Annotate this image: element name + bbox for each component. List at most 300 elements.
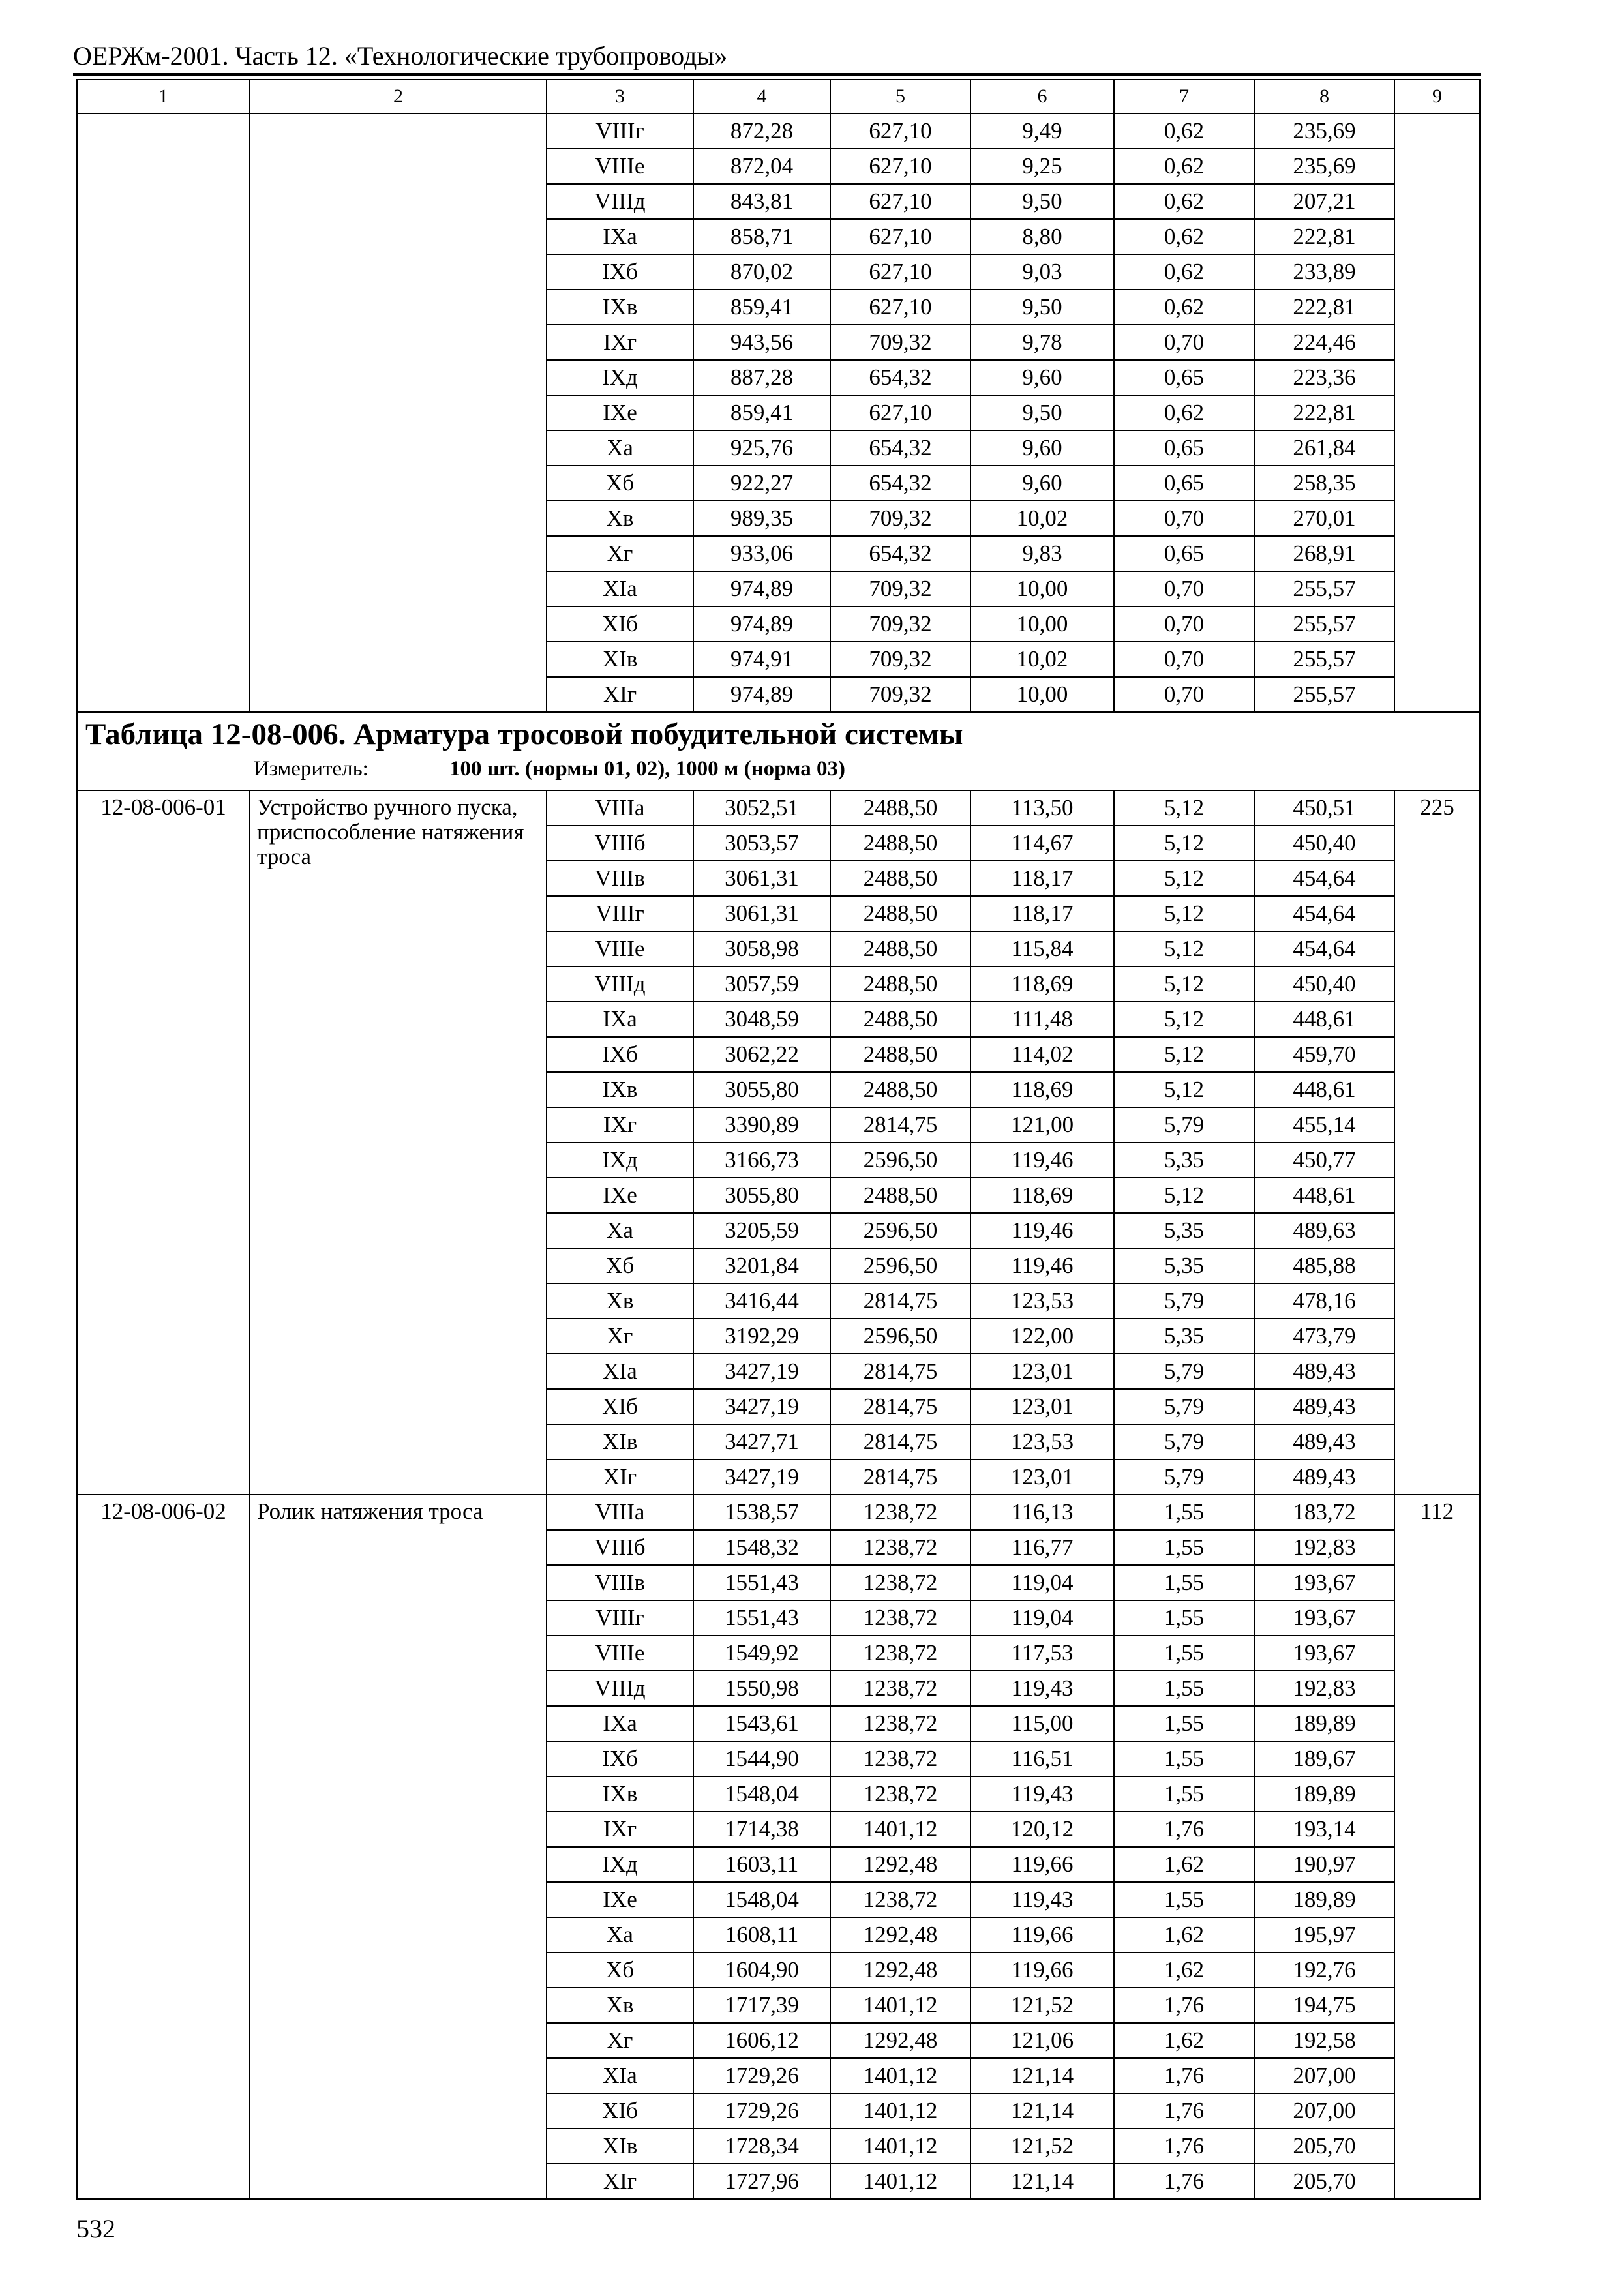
- table-cell: 270,01: [1254, 501, 1394, 536]
- table-cell: 989,35: [693, 501, 830, 536]
- table-cell: 709,32: [830, 325, 970, 360]
- rates-table-body: [77, 80, 1480, 2199]
- table-cell: 222,81: [1254, 219, 1394, 254]
- table-cell: 448,61: [1254, 1178, 1394, 1213]
- table-cell: 1729,26: [693, 2058, 830, 2093]
- table-cell: 255,57: [1254, 642, 1394, 677]
- table-cell: 5,79: [1114, 1459, 1254, 1495]
- table-cell: VIIIд: [547, 184, 693, 219]
- table-cell: 9,03: [970, 254, 1114, 290]
- table-cell: Xв: [547, 501, 693, 536]
- table-cell: VIIIб: [547, 826, 693, 861]
- table-cell: 627,10: [830, 395, 970, 430]
- table-cell: VIIIe: [547, 1636, 693, 1671]
- table-cell: 5,79: [1114, 1389, 1254, 1424]
- table-cell: 627,10: [830, 113, 970, 149]
- table-cell: 258,35: [1254, 466, 1394, 501]
- table-cell: 1401,12: [830, 2129, 970, 2164]
- col9-value: 112: [1394, 1495, 1480, 2199]
- table-cell: 119,04: [970, 1600, 1114, 1636]
- table-cell: 2814,75: [830, 1283, 970, 1319]
- table-cell: 1,55: [1114, 1636, 1254, 1671]
- table-cell: 2488,50: [830, 861, 970, 896]
- table-cell: 117,53: [970, 1636, 1114, 1671]
- table-cell: 1292,48: [830, 1917, 970, 1952]
- table-cell: 1538,57: [693, 1495, 830, 1530]
- table-cell: 1401,12: [830, 2164, 970, 2199]
- table-cell: IXд: [547, 1143, 693, 1178]
- table-cell: 1,76: [1114, 2058, 1254, 2093]
- table-cell: 119,43: [970, 1776, 1114, 1812]
- table-cell: 2596,50: [830, 1213, 970, 1248]
- table-cell: 255,57: [1254, 677, 1394, 712]
- table-cell: 5,12: [1114, 861, 1254, 896]
- table-cell: 454,64: [1254, 896, 1394, 931]
- table-cell: 192,58: [1254, 2023, 1394, 2058]
- table-cell: 478,16: [1254, 1283, 1394, 1319]
- table-cell: 0,65: [1114, 466, 1254, 501]
- table-cell: 1548,04: [693, 1882, 830, 1917]
- table-cell: 119,04: [970, 1565, 1114, 1600]
- table-cell: 709,32: [830, 571, 970, 606]
- table-cell: 3061,31: [693, 861, 830, 896]
- table-cell: VIIIa: [547, 1495, 693, 1530]
- table-cell: 207,00: [1254, 2093, 1394, 2129]
- table-cell: Xг: [547, 1319, 693, 1354]
- table-cell: 115,00: [970, 1706, 1114, 1741]
- table-cell: 0,65: [1114, 536, 1254, 571]
- table-title: Таблица 12-08-006. Арматура тросовой побудительной системы: [85, 717, 963, 751]
- table-cell: 0,70: [1114, 571, 1254, 606]
- table-cell: 3427,19: [693, 1354, 830, 1389]
- table-cell: 5,12: [1114, 790, 1254, 826]
- table-cell: 1551,43: [693, 1600, 830, 1636]
- table-cell: 2814,75: [830, 1389, 970, 1424]
- table-cell: 3390,89: [693, 1107, 830, 1143]
- table-cell: 5,35: [1114, 1319, 1254, 1354]
- table-cell: Xa: [547, 430, 693, 466]
- table-cell: IXa: [547, 1706, 693, 1741]
- norm-code: [77, 113, 250, 712]
- table-cell: 5,12: [1114, 896, 1254, 931]
- table-cell: 1238,72: [830, 1636, 970, 1671]
- table-cell: 1,62: [1114, 1952, 1254, 1988]
- table-cell: IXд: [547, 1847, 693, 1882]
- table-cell: 654,32: [830, 430, 970, 466]
- table-cell: 654,32: [830, 360, 970, 395]
- table-cell: 119,43: [970, 1882, 1114, 1917]
- table-cell: 448,61: [1254, 1002, 1394, 1037]
- table-cell: 1543,61: [693, 1706, 830, 1741]
- table-cell: 123,01: [970, 1354, 1114, 1389]
- table-cell: 9,78: [970, 325, 1114, 360]
- table-cell: 627,10: [830, 290, 970, 325]
- table-cell: 2488,50: [830, 931, 970, 966]
- table-cell: 113,50: [970, 790, 1114, 826]
- table-cell: 974,91: [693, 642, 830, 677]
- table-cell: 2596,50: [830, 1248, 970, 1283]
- table-cell: VIIIб: [547, 1530, 693, 1565]
- table-cell: 3427,19: [693, 1459, 830, 1495]
- table-cell: 1728,34: [693, 2129, 830, 2164]
- table-cell: 1238,72: [830, 1776, 970, 1812]
- table-cell: 1606,12: [693, 2023, 830, 2058]
- table-cell: 1729,26: [693, 2093, 830, 2129]
- table-cell: 2488,50: [830, 790, 970, 826]
- table-cell: 9,25: [970, 149, 1114, 184]
- table-cell: 255,57: [1254, 571, 1394, 606]
- table-cell: 2814,75: [830, 1424, 970, 1459]
- table-cell: 1714,38: [693, 1812, 830, 1847]
- table-cell: 111,48: [970, 1002, 1114, 1037]
- norm-code: 12-08-006-02: [77, 1495, 250, 2199]
- table-cell: 3201,84: [693, 1248, 830, 1283]
- table-cell: 9,60: [970, 360, 1114, 395]
- table-cell: 2596,50: [830, 1319, 970, 1354]
- table-cell: 654,32: [830, 536, 970, 571]
- table-cell: 261,84: [1254, 430, 1394, 466]
- table-cell: 454,64: [1254, 931, 1394, 966]
- table-cell: XIв: [547, 642, 693, 677]
- table-cell: 448,61: [1254, 1072, 1394, 1107]
- table-cell: 5,12: [1114, 931, 1254, 966]
- table-cell: 3416,44: [693, 1283, 830, 1319]
- table-cell: 1550,98: [693, 1671, 830, 1706]
- column-number: 1: [77, 80, 250, 113]
- table-cell: 0,70: [1114, 606, 1254, 642]
- table-cell: 118,69: [970, 1178, 1114, 1213]
- table-cell: IXe: [547, 395, 693, 430]
- column-number: 4: [693, 80, 830, 113]
- table-cell: 870,02: [693, 254, 830, 290]
- table-cell: 872,28: [693, 113, 830, 149]
- table-cell: 1548,32: [693, 1530, 830, 1565]
- table-cell: 116,13: [970, 1495, 1114, 1530]
- table-cell: 1401,12: [830, 2093, 970, 2129]
- table-cell: 121,14: [970, 2058, 1114, 2093]
- table-cell: 193,67: [1254, 1600, 1394, 1636]
- table-row: [77, 1495, 1480, 1530]
- col9-value: 225: [1394, 790, 1480, 1495]
- table-cell: 5,35: [1114, 1248, 1254, 1283]
- table-cell: 3055,80: [693, 1072, 830, 1107]
- header-rule: [73, 73, 1481, 76]
- table-cell: 1,55: [1114, 1671, 1254, 1706]
- table-cell: 1401,12: [830, 1988, 970, 2023]
- table-cell: 224,46: [1254, 325, 1394, 360]
- table-cell: 120,12: [970, 1812, 1114, 1847]
- table-cell: 627,10: [830, 149, 970, 184]
- table-cell: 1,55: [1114, 1741, 1254, 1776]
- table-cell: 9,50: [970, 290, 1114, 325]
- table-cell: 859,41: [693, 290, 830, 325]
- table-cell: 1,76: [1114, 1988, 1254, 2023]
- table-title-cell: [77, 712, 1480, 790]
- table-cell: 450,77: [1254, 1143, 1394, 1178]
- table-cell: 222,81: [1254, 290, 1394, 325]
- table-cell: 118,17: [970, 861, 1114, 896]
- table-cell: 0,70: [1114, 325, 1254, 360]
- table-cell: IXe: [547, 1882, 693, 1917]
- table-cell: VIIIa: [547, 790, 693, 826]
- table-cell: 974,89: [693, 571, 830, 606]
- table-cell: 3053,57: [693, 826, 830, 861]
- table-cell: 1,76: [1114, 2164, 1254, 2199]
- table-cell: 3427,71: [693, 1424, 830, 1459]
- table-cell: 872,04: [693, 149, 830, 184]
- table-cell: 5,12: [1114, 1037, 1254, 1072]
- table-cell: 119,66: [970, 1917, 1114, 1952]
- table-cell: XIг: [547, 2164, 693, 2199]
- table-cell: Xб: [547, 1952, 693, 1988]
- measure-line: [85, 753, 1479, 785]
- table-cell: 1238,72: [830, 1706, 970, 1741]
- table-cell: 190,97: [1254, 1847, 1394, 1882]
- table-cell: 1551,43: [693, 1565, 830, 1600]
- table-cell: 2488,50: [830, 966, 970, 1002]
- table-cell: 1401,12: [830, 2058, 970, 2093]
- col9-value: [1394, 113, 1480, 712]
- table-cell: 627,10: [830, 219, 970, 254]
- table-cell: 450,40: [1254, 966, 1394, 1002]
- table-cell: Xв: [547, 1283, 693, 1319]
- table-cell: 0,62: [1114, 184, 1254, 219]
- table-cell: 118,69: [970, 1072, 1114, 1107]
- table-cell: 1292,48: [830, 1952, 970, 1988]
- table-cell: 1,62: [1114, 2023, 1254, 2058]
- table-cell: 489,63: [1254, 1213, 1394, 1248]
- table-cell: IXб: [547, 1037, 693, 1072]
- table-cell: 1238,72: [830, 1565, 970, 1600]
- table-cell: 1603,11: [693, 1847, 830, 1882]
- table-cell: 1,76: [1114, 2093, 1254, 2129]
- table-title-row: [77, 712, 1480, 790]
- table-cell: 974,89: [693, 606, 830, 642]
- table-cell: 1,55: [1114, 1530, 1254, 1565]
- table-cell: 0,65: [1114, 360, 1254, 395]
- table-cell: Xг: [547, 2023, 693, 2058]
- table-cell: 1,55: [1114, 1882, 1254, 1917]
- table-cell: 3061,31: [693, 896, 830, 931]
- table-cell: XIб: [547, 606, 693, 642]
- table-cell: 1238,72: [830, 1882, 970, 1917]
- table-cell: Xг: [547, 536, 693, 571]
- table-cell: IXг: [547, 1107, 693, 1143]
- table-cell: 235,69: [1254, 149, 1394, 184]
- table-cell: 121,14: [970, 2093, 1114, 2129]
- table-cell: 122,00: [970, 1319, 1114, 1354]
- table-cell: 121,14: [970, 2164, 1114, 2199]
- table-cell: Xб: [547, 1248, 693, 1283]
- column-number: 3: [547, 80, 693, 113]
- table-cell: VIIIe: [547, 931, 693, 966]
- table-cell: XIг: [547, 1459, 693, 1495]
- table-cell: 121,52: [970, 1988, 1114, 2023]
- table-cell: 1238,72: [830, 1741, 970, 1776]
- table-cell: 454,64: [1254, 861, 1394, 896]
- table-cell: 121,52: [970, 2129, 1114, 2164]
- table-cell: 1604,90: [693, 1952, 830, 1988]
- table-cell: 0,62: [1114, 113, 1254, 149]
- table-cell: 119,46: [970, 1213, 1114, 1248]
- table-cell: 118,17: [970, 896, 1114, 931]
- table-cell: 5,79: [1114, 1107, 1254, 1143]
- table-cell: 119,66: [970, 1847, 1114, 1882]
- table-cell: 9,83: [970, 536, 1114, 571]
- table-cell: 193,14: [1254, 1812, 1394, 1847]
- table-cell: 189,89: [1254, 1776, 1394, 1812]
- table-cell: 189,89: [1254, 1882, 1394, 1917]
- table-cell: 2488,50: [830, 826, 970, 861]
- table-cell: 1238,72: [830, 1530, 970, 1565]
- table-cell: 1,55: [1114, 1565, 1254, 1600]
- table-cell: 450,51: [1254, 790, 1394, 826]
- table-cell: 887,28: [693, 360, 830, 395]
- table-cell: IXa: [547, 219, 693, 254]
- table-cell: 858,71: [693, 219, 830, 254]
- table-cell: 116,51: [970, 1741, 1114, 1776]
- table-cell: 2814,75: [830, 1107, 970, 1143]
- table-cell: 193,67: [1254, 1565, 1394, 1600]
- table-cell: 1292,48: [830, 2023, 970, 2058]
- table-cell: 5,12: [1114, 966, 1254, 1002]
- table-cell: IXв: [547, 290, 693, 325]
- table-cell: XIa: [547, 571, 693, 606]
- table-cell: 235,69: [1254, 113, 1394, 149]
- work-name: Устройство ручного пуска, приспособление натяжения троса: [250, 790, 547, 1495]
- table-cell: 223,36: [1254, 360, 1394, 395]
- table-cell: 123,53: [970, 1424, 1114, 1459]
- table-cell: 9,60: [970, 430, 1114, 466]
- table-cell: Xв: [547, 1988, 693, 2023]
- table-cell: 933,06: [693, 536, 830, 571]
- table-cell: 1238,72: [830, 1495, 970, 1530]
- rates-table: [76, 79, 1481, 2200]
- work-name: [250, 113, 547, 712]
- table-cell: 489,43: [1254, 1424, 1394, 1459]
- table-cell: 183,72: [1254, 1495, 1394, 1530]
- table-cell: 1,55: [1114, 1706, 1254, 1741]
- column-number: 7: [1114, 80, 1254, 113]
- table-cell: 193,67: [1254, 1636, 1394, 1671]
- table-cell: 627,10: [830, 254, 970, 290]
- page-header: ОЕРЖм-2001. Часть 12. «Технологические трубопроводы»: [73, 41, 728, 70]
- table-cell: 207,00: [1254, 2058, 1394, 2093]
- table-cell: 943,56: [693, 325, 830, 360]
- table-cell: XIв: [547, 2129, 693, 2164]
- table-cell: 3166,73: [693, 1143, 830, 1178]
- table-cell: 1717,39: [693, 1988, 830, 2023]
- table-cell: 709,32: [830, 642, 970, 677]
- table-cell: 268,91: [1254, 536, 1394, 571]
- table-cell: IXг: [547, 325, 693, 360]
- norm-code: 12-08-006-01: [77, 790, 250, 1495]
- table-cell: 654,32: [830, 466, 970, 501]
- table-cell: 255,57: [1254, 606, 1394, 642]
- table-cell: 0,70: [1114, 642, 1254, 677]
- table-cell: 489,43: [1254, 1354, 1394, 1389]
- table-cell: 5,35: [1114, 1213, 1254, 1248]
- table-cell: 1,55: [1114, 1600, 1254, 1636]
- table-cell: 10,00: [970, 677, 1114, 712]
- table-cell: 123,01: [970, 1389, 1114, 1424]
- table-cell: 114,67: [970, 826, 1114, 861]
- table-cell: 9,60: [970, 466, 1114, 501]
- table-cell: 2488,50: [830, 1178, 970, 1213]
- table-cell: 119,43: [970, 1671, 1114, 1706]
- table-cell: 1549,92: [693, 1636, 830, 1671]
- column-number: 2: [250, 80, 547, 113]
- table-cell: 3192,29: [693, 1319, 830, 1354]
- table-cell: 195,97: [1254, 1917, 1394, 1952]
- table-cell: 5,12: [1114, 1178, 1254, 1213]
- table-cell: Xa: [547, 1213, 693, 1248]
- table-cell: 194,75: [1254, 1988, 1394, 2023]
- table-cell: VIIIв: [547, 861, 693, 896]
- table-cell: 189,89: [1254, 1706, 1394, 1741]
- measure-label: Измеритель:: [254, 757, 368, 781]
- table-cell: 10,02: [970, 642, 1114, 677]
- table-cell: 3055,80: [693, 1178, 830, 1213]
- table-cell: 205,70: [1254, 2129, 1394, 2164]
- table-cell: 0,70: [1114, 677, 1254, 712]
- table-row: [77, 113, 1480, 149]
- table-cell: 2488,50: [830, 1002, 970, 1037]
- table-cell: 455,14: [1254, 1107, 1394, 1143]
- column-number: 8: [1254, 80, 1394, 113]
- table-cell: 10,02: [970, 501, 1114, 536]
- table-cell: 123,53: [970, 1283, 1114, 1319]
- table-cell: 121,06: [970, 2023, 1114, 2058]
- table-cell: 119,46: [970, 1143, 1114, 1178]
- table-cell: 121,00: [970, 1107, 1114, 1143]
- table-cell: 3052,51: [693, 790, 830, 826]
- table-cell: XIa: [547, 1354, 693, 1389]
- table-cell: 925,76: [693, 430, 830, 466]
- table-cell: 3427,19: [693, 1389, 830, 1424]
- table-cell: 709,32: [830, 606, 970, 642]
- table-cell: 5,12: [1114, 1072, 1254, 1107]
- table-cell: 116,77: [970, 1530, 1114, 1565]
- column-number: 6: [970, 80, 1114, 113]
- table-cell: 0,62: [1114, 219, 1254, 254]
- table-cell: 9,49: [970, 113, 1114, 149]
- table-cell: Xa: [547, 1917, 693, 1952]
- table-cell: 1608,11: [693, 1917, 830, 1952]
- measure-value: 100 шт. (нормы 01, 02), 1000 м (норма 03): [449, 757, 846, 781]
- table-cell: 450,40: [1254, 826, 1394, 861]
- table-cell: 1544,90: [693, 1741, 830, 1776]
- table-cell: 119,46: [970, 1248, 1114, 1283]
- work-name: Ролик натяжения троса: [250, 1495, 547, 2199]
- table-cell: VIIIг: [547, 113, 693, 149]
- page-number: 532: [76, 2214, 115, 2243]
- table-cell: 114,02: [970, 1037, 1114, 1072]
- table-cell: 3048,59: [693, 1002, 830, 1037]
- column-number: 5: [830, 80, 970, 113]
- table-cell: 1727,96: [693, 2164, 830, 2199]
- table-cell: 119,66: [970, 1952, 1114, 1988]
- table-cell: 627,10: [830, 184, 970, 219]
- table-cell: IXг: [547, 1812, 693, 1847]
- table-cell: 1,62: [1114, 1917, 1254, 1952]
- table-cell: 843,81: [693, 184, 830, 219]
- table-cell: XIa: [547, 2058, 693, 2093]
- table-cell: IXв: [547, 1776, 693, 1812]
- table-cell: 5,79: [1114, 1283, 1254, 1319]
- table-cell: 2814,75: [830, 1354, 970, 1389]
- table-cell: 9,50: [970, 395, 1114, 430]
